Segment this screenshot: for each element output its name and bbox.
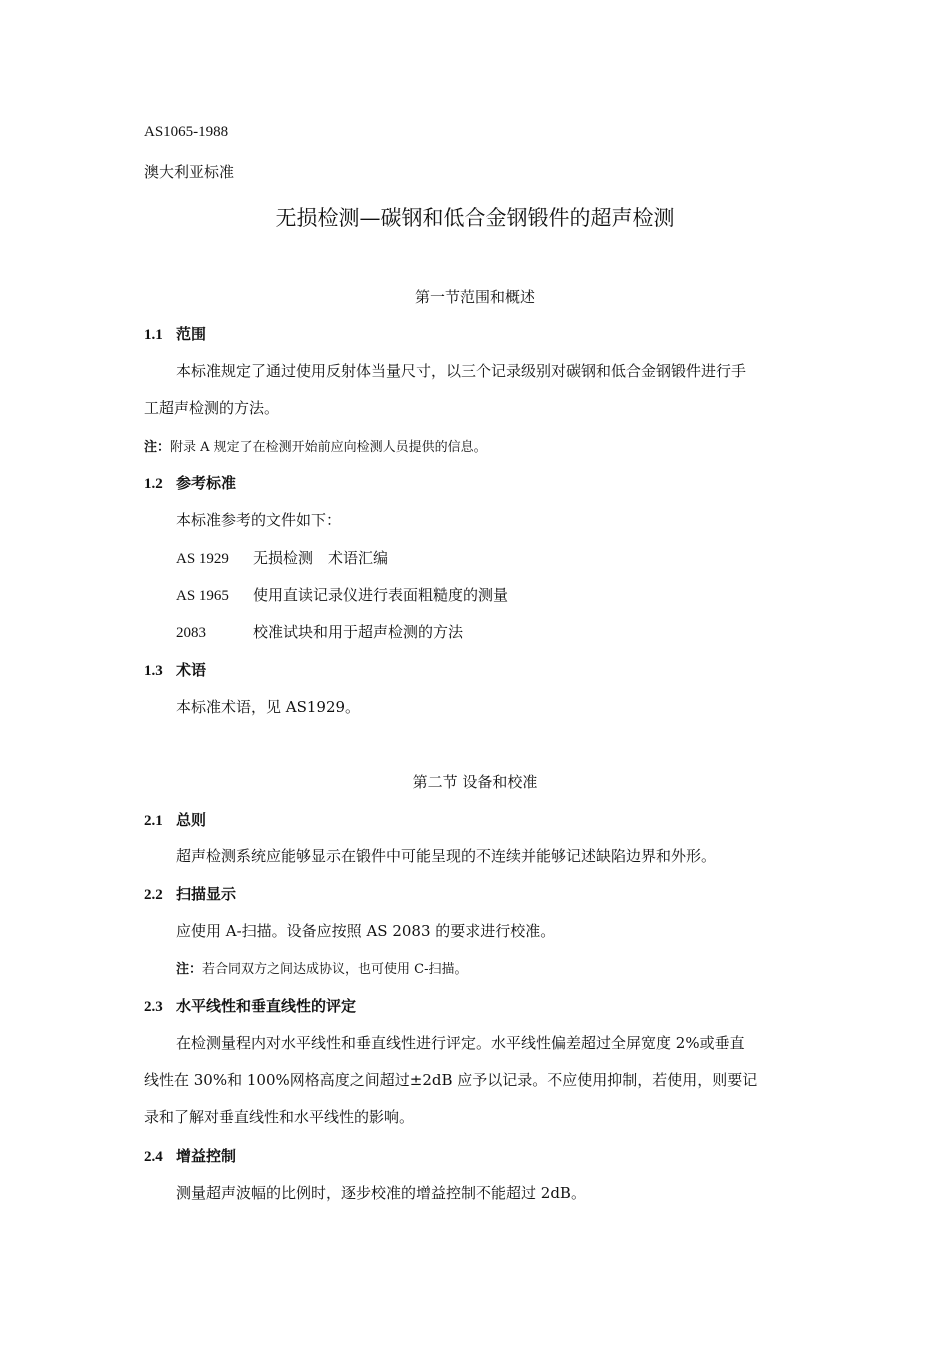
heading-number: 2.2 [144,887,163,903]
heading-text: 参考标准 [176,474,237,492]
paragraph-2-1: 超声检测系统应能够显示在锻件中可能呈现的不连续并能够记述缺陷边界和外形。 [176,847,717,865]
note-label: 注： [176,962,203,977]
reference-code: AS 1965 [176,588,229,604]
section-1-title: 第一节范围和概述 [414,288,535,306]
paragraph-1-1-line2: 工超声检测的方法。 [144,399,280,417]
heading-text: 范围 [176,325,207,343]
note-text: 若合同双方之间达成协议，也可使用 C-扫描。 [202,962,468,977]
heading-1-1 [144,323,206,344]
heading-1-2 [144,472,236,493]
document-title: 无损检测—碳钢和低合金钢锻件的超声检测 [275,206,675,230]
reference-row [176,547,388,568]
heading-2-1 [144,809,206,830]
heading-number: 2.4 [144,1149,163,1165]
heading-text: 总则 [176,811,207,829]
reference-code: AS 1929 [176,551,229,567]
heading-2-3 [144,995,356,1016]
heading-text: 增益控制 [176,1147,237,1165]
references-intro: 本标准参考的文件如下： [176,511,342,529]
heading-text: 术语 [176,661,207,679]
heading-number: 2.3 [144,999,163,1015]
note-text: 附录 A 规定了在检测开始前应向检测人员提供的信息。 [170,440,487,455]
heading-text: 水平线性和垂直线性的评定 [176,997,357,1015]
note-label: 注： [144,440,171,455]
paragraph-2-4: 测量超声波幅的比例时，逐步校准的增益控制不能超过 2dB。 [176,1184,586,1202]
paragraph-1-1-line1: 本标准规定了通过使用反射体当量尺寸，以三个记录级别对碳钢和低合金钢锻件进行手 [176,362,747,380]
reference-title: 无损检测 术语汇编 [253,549,389,567]
heading-2-2 [144,883,236,904]
heading-number: 1.3 [144,663,163,679]
paragraph-2-3-line1: 在检测量程内对水平线性和垂直线性进行评定。水平线性偏差超过全屏宽度 2%或垂直 [176,1034,745,1052]
reference-code: 2083 [176,625,206,641]
reference-row [176,621,463,642]
heading-number: 1.1 [144,327,163,343]
paragraph-2-2: 应使用 A-扫描。设备应按照 AS 2083 的要求进行校准。 [176,922,556,940]
reference-row [176,584,508,605]
note-1-1 [144,436,487,455]
reference-title: 使用直读记录仪进行表面粗糙度的测量 [253,586,509,604]
section-2-title: 第二节 设备和校准 [412,773,538,791]
heading-text: 扫描显示 [176,885,237,903]
reference-title: 校准试块和用于超声检测的方法 [253,623,464,641]
heading-number: 2.1 [144,813,163,829]
paragraph-1-3: 本标准术语，见 AS1929。 [176,698,361,716]
note-2-2 [176,958,468,977]
heading-number: 1.2 [144,476,163,492]
paragraph-2-3-line2: 线性在 30%和 100%网格高度之间超过±2dB 应予以记录。不应使用抑制，若使用，则要记 [144,1071,758,1089]
paragraph-2-3-line3: 录和了解对垂直线性和水平线性的影响。 [144,1108,415,1126]
heading-2-4 [144,1145,236,1166]
standard-organization: 澳大利亚标准 [144,163,235,181]
heading-1-3 [144,659,206,680]
standard-code: AS1065-1988 [144,124,229,140]
